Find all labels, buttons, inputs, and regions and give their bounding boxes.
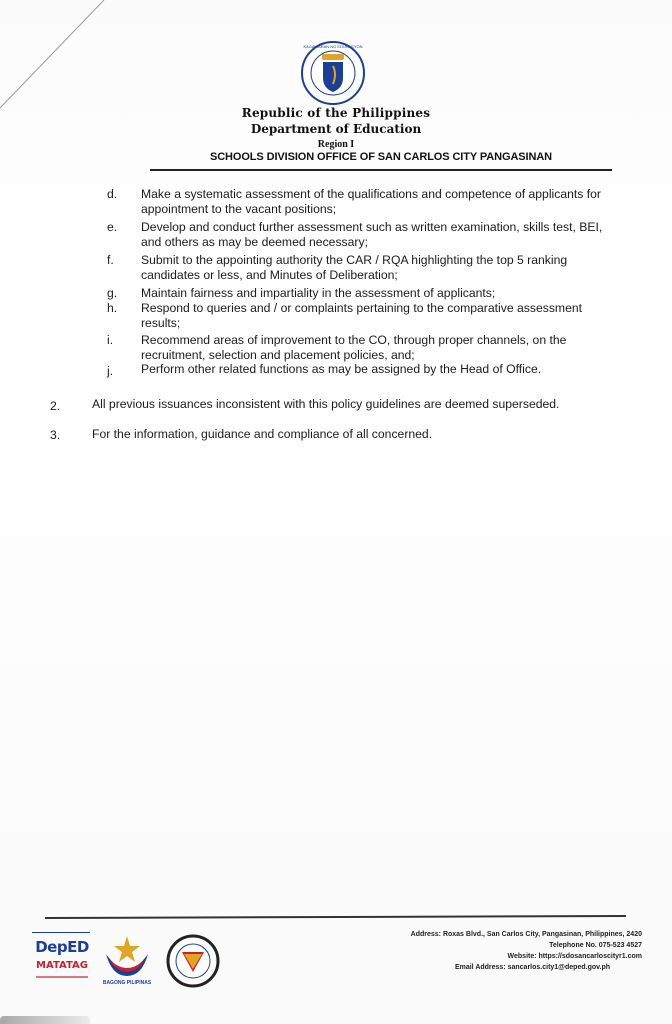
sub-item-text: Respond to queries and / or complaints pertaining to the comparative assessment results;	[141, 301, 583, 331]
header-republic: Republic of the Philippines	[241, 106, 431, 120]
deped-seal-logo	[300, 40, 366, 106]
sub-item-text: Develop and conduct further assessment such as written examination, skills test, BEI, and others as may be deemed necessary;	[141, 220, 603, 250]
sub-item-letter: e.	[107, 220, 118, 234]
deped-matatag-logo	[30, 932, 94, 992]
header-department: Department of Education	[250, 122, 422, 136]
bagong-pilipinas-text: BAGONG PILIPINAS	[102, 980, 152, 986]
footer-telephone: Telephone No. 075-523 4527	[549, 942, 642, 949]
header-region: Region I	[317, 139, 355, 150]
svg-text:KAGAWARAN NG EDUKASYON: KAGAWARAN NG EDUKASYON	[303, 44, 363, 49]
sub-item-text: Recommend areas of improvement to the CO, through proper channels, on the recruitment, selection and placement policies, and;	[141, 333, 567, 363]
sub-item-letter: h.	[107, 301, 118, 315]
sub-item-text: Maintain fairness and impartiality in the assessment of applicants;	[141, 286, 496, 300]
bagong-pilipinas-emblem-icon	[100, 932, 154, 978]
sub-item-letter: d.	[107, 187, 118, 201]
page-edge-shadow	[0, 1016, 90, 1024]
matatag-logo-text: MATATAG	[36, 960, 88, 971]
sub-item-text: Submit to the appointing authority the CAR / RQA highlighting the top 5 ranking candidates or less, and Minutes of Deliberation;	[141, 253, 568, 283]
footer-email[interactable]: Email Address: sancarlos.city1@deped.gov.ph	[454, 964, 610, 971]
numbered-item-text: For the information, guidance and compliance of all concerned.	[92, 427, 433, 441]
numbered-item-text: All previous issuances inconsistent with this policy guidelines are deemed superseded.	[92, 397, 560, 411]
division-seal-emblem-icon	[166, 934, 220, 988]
numbered-item-number: 2.	[50, 399, 61, 413]
bagong-pilipinas-logo	[100, 932, 154, 992]
sub-item-letter: j.	[107, 364, 114, 378]
header-divider	[150, 169, 612, 171]
sub-item-letter: f.	[107, 253, 114, 267]
header-office: SCHOOLS DIVISION OFFICE OF SAN CARLOS CITY PANGASINAN	[209, 151, 553, 163]
sub-item-letter: i.	[107, 333, 114, 347]
footer-address: Address: Roxas Blvd., San Carlos City, Pangasinan, Philippines, 2420	[410, 931, 642, 938]
sub-item-text: Perform other related functions as may be assigned by the Head of Office.	[141, 362, 542, 376]
numbered-item-number: 3.	[50, 428, 61, 442]
deped-logo-text: DepED	[35, 938, 89, 956]
division-office-seal-logo	[166, 934, 220, 988]
sub-item-letter: g.	[107, 286, 118, 300]
footer-website[interactable]: Website: https://sdosancarloscityr1.com	[507, 953, 642, 960]
sub-item-text: Make a systematic assessment of the qualifications and competence of applicants for appointment to the vacant positions;	[141, 187, 601, 217]
footer-divider	[45, 915, 626, 919]
